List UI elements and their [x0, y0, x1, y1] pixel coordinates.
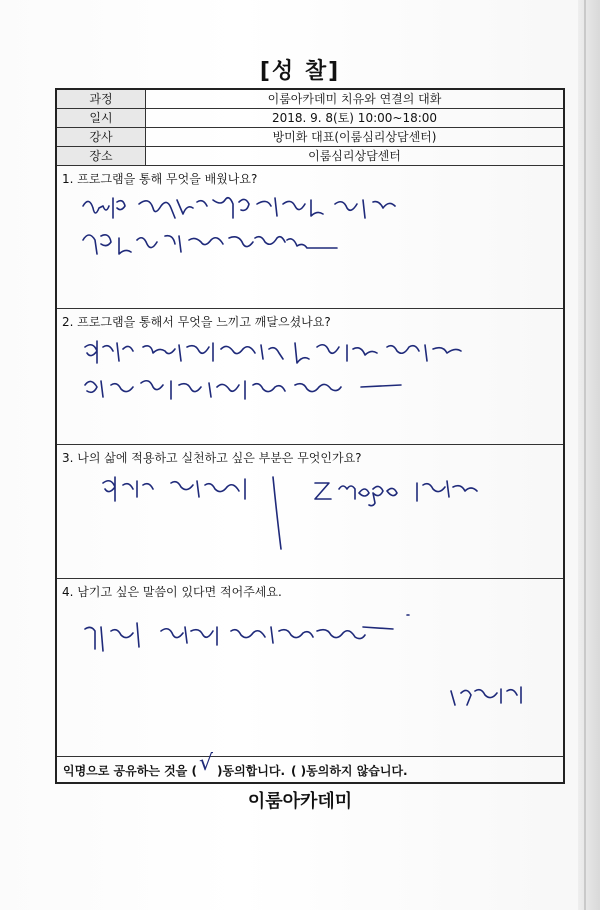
question-block-2 — [57, 309, 563, 445]
question-block-4 — [57, 579, 563, 757]
info-row-course — [57, 90, 563, 109]
question-block-3 — [57, 445, 563, 579]
info-label: 강사 — [57, 128, 146, 146]
question-text: 2. 프로그램을 통해서 무엇을 느끼고 깨달으셨나요? — [62, 315, 331, 329]
agree-checkmark: √ — [199, 751, 214, 776]
info-value: 2018. 9. 8(토) 10:00~18:00 — [271, 111, 438, 125]
question-text: 4. 남기고 싶은 말씀이 있다면 적어주세요. — [62, 585, 282, 599]
consent-agree: )동의합니다. — [217, 764, 286, 778]
question-text: 1. 프로그램을 통해 무엇을 배웠나요? — [62, 172, 258, 186]
footer-brand: 이룸아카데미 — [247, 791, 353, 812]
info-value: 방미화 대표(이룸심리상담센터) — [272, 130, 437, 144]
handwritten-answer-2 — [81, 337, 501, 407]
info-row-date — [57, 109, 563, 128]
consent-disagree: ( )동의하지 않습니다. — [291, 764, 408, 778]
info-row-instructor — [57, 128, 563, 147]
consent-line — [57, 751, 563, 782]
consent-prefix: 익명으로 공유하는 것을 ( — [63, 764, 197, 778]
handwritten-answer-4 — [81, 609, 551, 749]
info-label: 일시 — [57, 109, 146, 127]
question-text: 3. 나의 삶에 적용하고 실천하고 싶은 부분은 무엇인가요? — [62, 451, 362, 465]
page-edge-shadow — [578, 0, 600, 910]
info-value: 이룸아카데미 치유와 연결의 대화 — [267, 92, 442, 106]
info-value: 이룸심리상담센터 — [308, 149, 401, 163]
question-block-1 — [57, 166, 563, 309]
handwritten-answer-1 — [79, 192, 409, 262]
info-label: 과정 — [57, 90, 146, 108]
info-row-place — [57, 147, 563, 166]
page-title: [성 찰] — [259, 59, 341, 84]
reflection-form — [55, 88, 565, 784]
info-label: 장소 — [57, 147, 146, 165]
handwritten-answer-3 — [97, 473, 517, 563]
